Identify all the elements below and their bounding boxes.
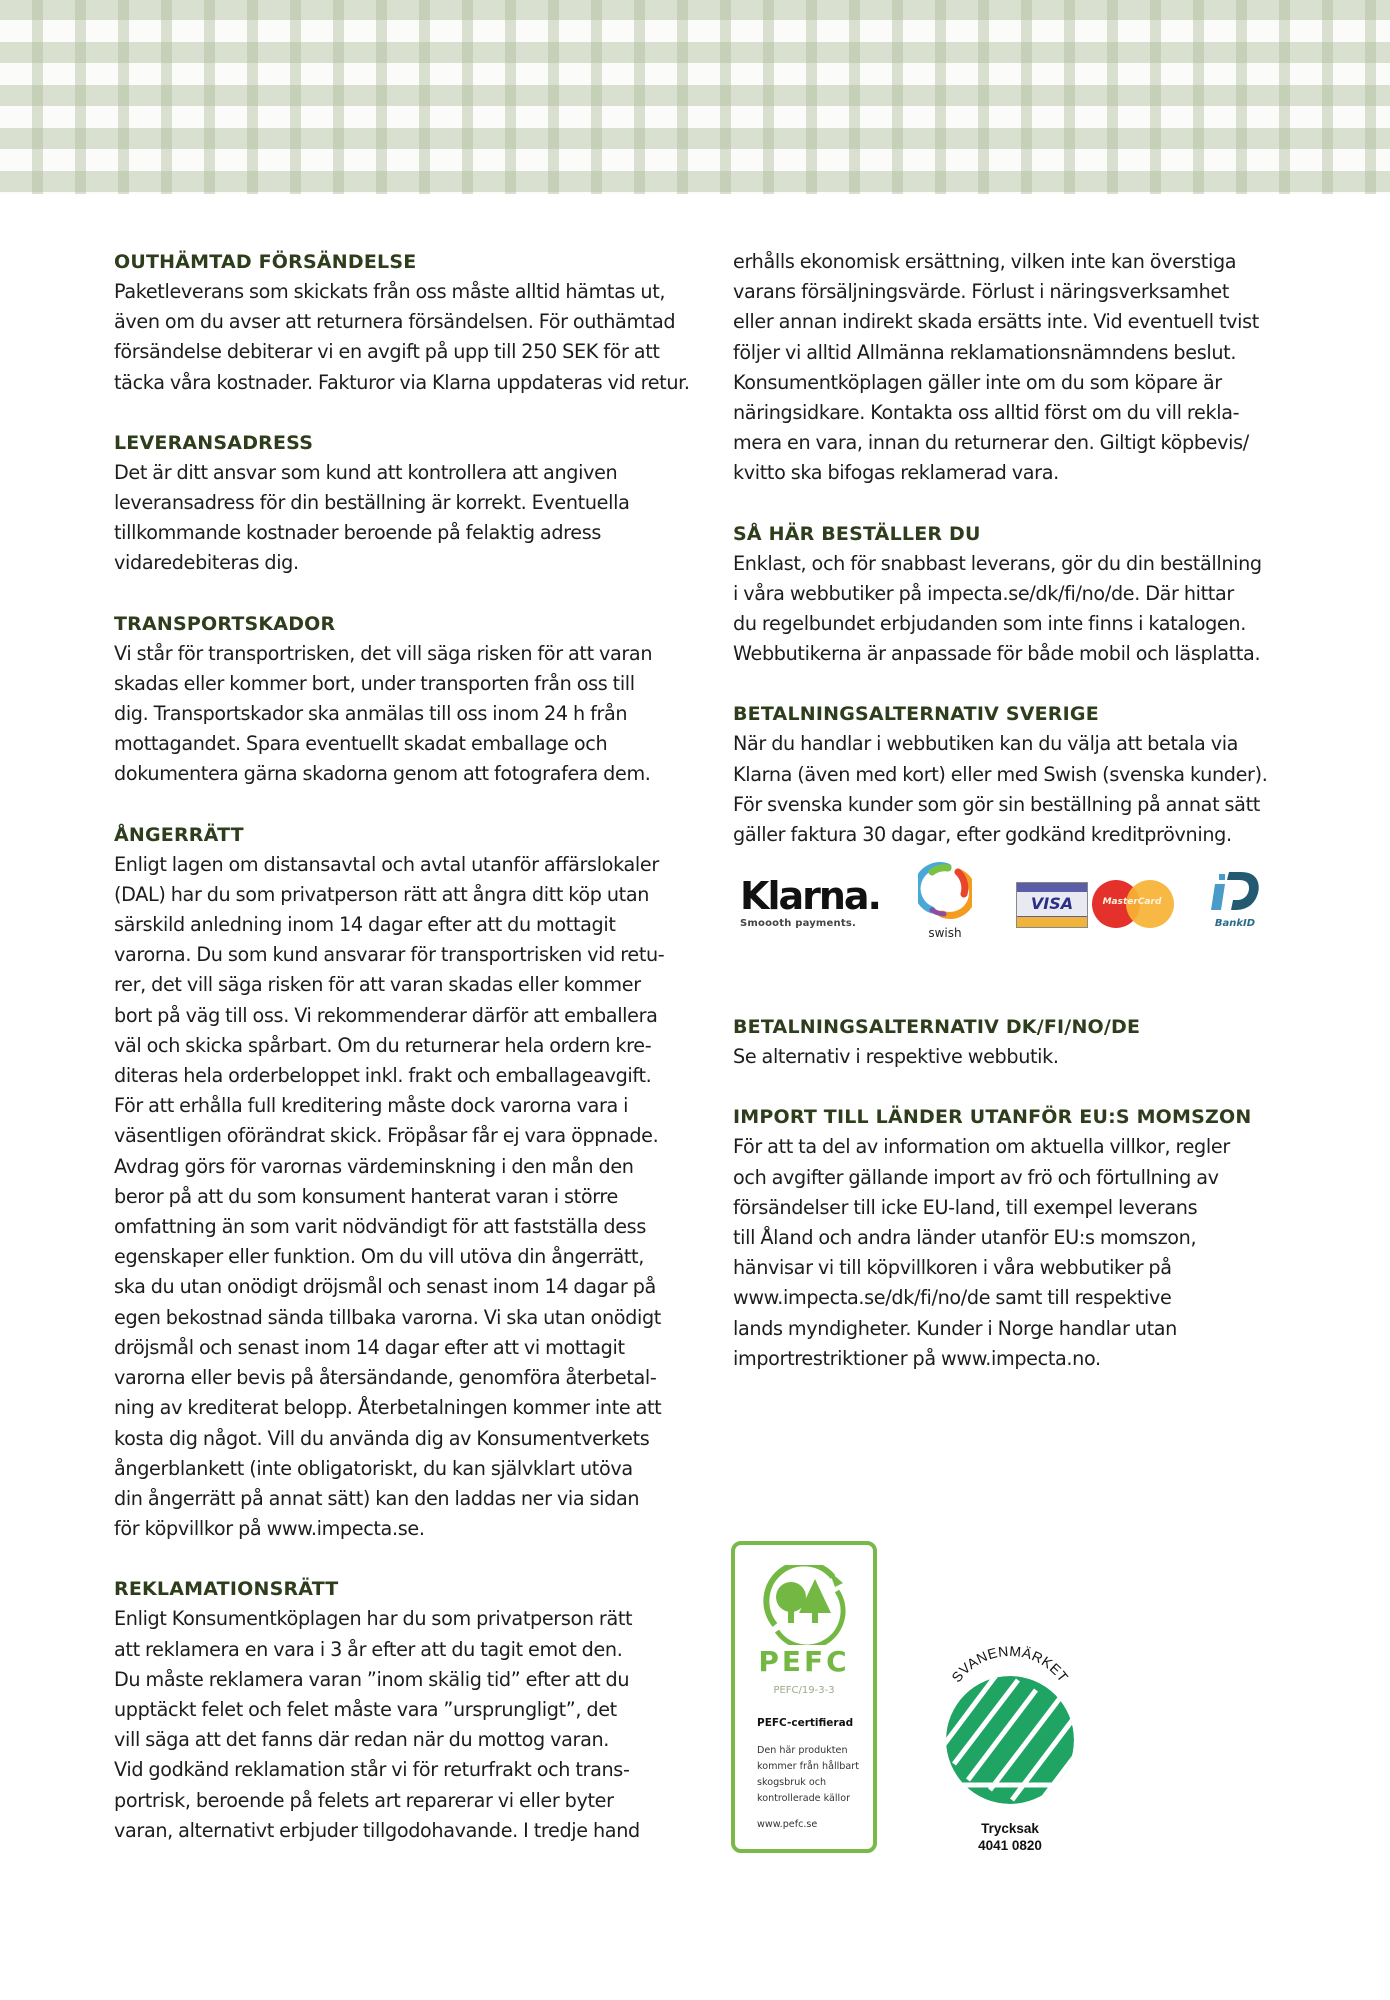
section-heading: IMPORT TILL LÄNDER UTANFÖR EU:S MOMSZON [733, 1106, 1252, 1129]
section-heading: BETALNINGSALTERNATIV DK/FI/NO/DE [733, 1016, 1141, 1039]
section-heading: SÅ HÄR BESTÄLLER DU [733, 522, 981, 545]
right-column [733, 247, 1333, 1404]
section-outhamtad [114, 247, 704, 398]
pefc-certified-label: PEFC-certifierad [757, 1717, 854, 1729]
visa-logo: VISA [1016, 882, 1088, 928]
section-betalning-sverige [733, 699, 1333, 850]
section-sa-har-bestaller-du [733, 519, 1333, 670]
pefc-trees-icon [763, 1565, 853, 1645]
section-body: Paketleverans som skickats från oss måste alltid hämtas ut, även om du avser att returnera försändelsen. För outhämtad försändelse debiterar vi en avgift på upp till 250 SEK för att täcka våra kostnader. Fakturor via Klarna uppdateras vid retur. [114, 280, 690, 394]
left-column [114, 247, 704, 1876]
section-heading: LEVERANSADRESS [114, 431, 314, 454]
section-leveransadress [114, 428, 704, 579]
section-body: När du handlar i webbutiken kan du välja att betala via Klarna (även med kort) eller med Swish (svenska kunder). För svenska kunder som gör sin beställning på annat sätt gäller faktura 30 dagar, efter godkänd kreditprövning. [733, 732, 1268, 847]
gingham-header-band [0, 0, 1390, 194]
section-body: Det är ditt ansvar som kund att kontrollera att angiven leveransadress för din beställning är korrekt. Eventuella tillkommande kostnader beroende på felaktig adress vidaredebiteras dig. [114, 460, 630, 575]
card-logos: VISA MasterCard [1016, 880, 1176, 930]
svg-text:SVANENMÄRKET: SVANENMÄRKET [948, 1642, 1072, 1686]
section-import [733, 1102, 1333, 1374]
swan-ecolabel [930, 1640, 1090, 1870]
pefc-name: PEFC [758, 1645, 850, 1678]
bankid-icon [1205, 870, 1265, 914]
payment-logos [733, 862, 1333, 982]
swish-logo: swish [913, 862, 977, 940]
section-body: Enligt lagen om distansavtal och avtal utanför affärslokaler (DAL) har du som privatperson rätt att ångra ditt köp utan särskild anledning inom 14 dagar efter att du mottagit varorna. Du som kund ansvarar för transportrisken vid retu- rer, det vill säga risken för att varan skadas eller kommer bort på väg till oss. Vi rekommenderar därför att emballera väl och skicka spårbart. Om du returnerar hela ordern kre- diteras hela orderbeloppet inkl. frakt och emballageavgift. För att erhålla full kreditering måste dock varorna vara i väsentligen oförändrat skick. Fröpåsar får ej vara öppnade. Avdrag görs för varornas värdeminskning i den mån den beror på att du som konsument hanterat varan i större omfattning än som varit nödvändigt för att fastställa dess egenskaper eller funktion. Om du vill utöva din ångerrätt, ska du utan onödigt dröjsmål och senast inom 14 dagar på egen bekostnad sända tillbaka varorna. Vi ska utan onödigt dröjsmål och senast inom 14 dagar efter att vi mottagit varorna eller bevis på återsändande, genomföra återbetal- ning av krediterat belopp. Återbetalningen kommer inte att kosta dig något. Vill du använda dig av Konsumentverkets ångerblankett (inte obligatoriskt, du kan självklart utöva din ångerrätt på annat sätt) kan den laddas ner via sidan för köpvillkor på www.impecta.se. [114, 852, 665, 1541]
section-body: Enklast, och för snabbast leverans, gör du din beställning i våra webbutiker på impecta.se/dk/fi/no/de. Där hittar du regelbundet erbjudanden som inte finns i katalogen. Webbutikerna är anpassade för både mobil och läsplatta. [733, 551, 1262, 666]
pefc-description: Den här produkten kommer från hållbart skogsbruk och kontrollerade källor [757, 1745, 859, 1804]
section-transportskador [114, 609, 704, 790]
klarna-logo: Klarna. Smoooth payments. [740, 874, 880, 930]
section-heading: OUTHÄMTAD FÖRSÄNDELSE [114, 251, 417, 273]
section-reklamationsratt [114, 1574, 704, 1846]
pefc-code: PEFC/19-3-3 [773, 1685, 835, 1696]
swan-caption: Trycksak 4041 0820 [978, 1821, 1042, 1853]
section-betalning-dk-fi-no-de [733, 1012, 1333, 1072]
section-heading: ÅNGERRÄTT [114, 823, 244, 846]
section-heading: TRANSPORTSKADOR [114, 612, 336, 635]
bankid-logo: BankID [1203, 870, 1267, 929]
pefc-url: www.pefc.se [757, 1819, 818, 1830]
section-body: erhålls ekonomisk ersättning, vilken inte kan överstiga varans försäljningsvärde. Förlust i näringsverksamhet eller annan indirekt skada ersätts inte. Vid eventuell tvist följer vi alltid Allmänna reklamationsnämndens beslut. Konsumentköplagen gäller inte om du som köpare är näringsidkare. Kontakta oss alltid först om du vill rekla- mera en vara, innan du returnerar den. Giltigt köpbevis/ kvitto ska bifogas reklamerad vara. [733, 250, 1259, 485]
swan-icon [930, 1640, 1090, 1815]
section-heading: REKLAMATIONSRÄTT [114, 1578, 339, 1601]
section-body: Vi står för transportrisken, det vill säga risken för att varan skadas eller kommer bort, under transporten från oss till dig. Transportskador ska anmälas till oss inom 24 h från mottagandet. Spara eventuellt skadat emballage och dokumentera gärna skadorna genom att fotografera dem. [114, 641, 653, 786]
section-body: Enligt Konsumentköplagen har du som privatperson rätt att reklamera en vara i 3 år efter att du tagit emot den. Du måste reklamera varan ”inom skälig tid” efter att du upptäckt felet och felet måste vara ”ursprungligt”, det vill säga att det fanns där redan när du mottog varan. Vid godkänd reklamation står vi för returfrakt och trans- portrisk, beroende på felets art reparerar vi eller byter varan, alternativt erbjuder tillgodohavande. I tredje hand [114, 1607, 640, 1842]
swish-icon [918, 862, 972, 920]
section-reklamation-continued [733, 247, 1333, 489]
section-angerratt [114, 820, 704, 1545]
section-body: För att ta del av information om aktuella villkor, regler och avgifter gällande import av frö och förtullning av försändelser till icke EU-land, till exempel leverans till Åland och andra länder utanför EU:s momszon, hänvisar vi till köpvillkoren i våra webbutiker på www.impecta.se/dk/fi/no/de samt till respektive lands myndigheter. Kunder i Norge handlar utan importrestriktioner på www.impecta.no. [733, 1135, 1230, 1370]
section-body: Se alternativ i respektive webbutik. [733, 1045, 1059, 1069]
section-heading: BETALNINGSALTERNATIV SVERIGE [733, 703, 1099, 726]
pefc-certification-badge [731, 1541, 877, 1853]
